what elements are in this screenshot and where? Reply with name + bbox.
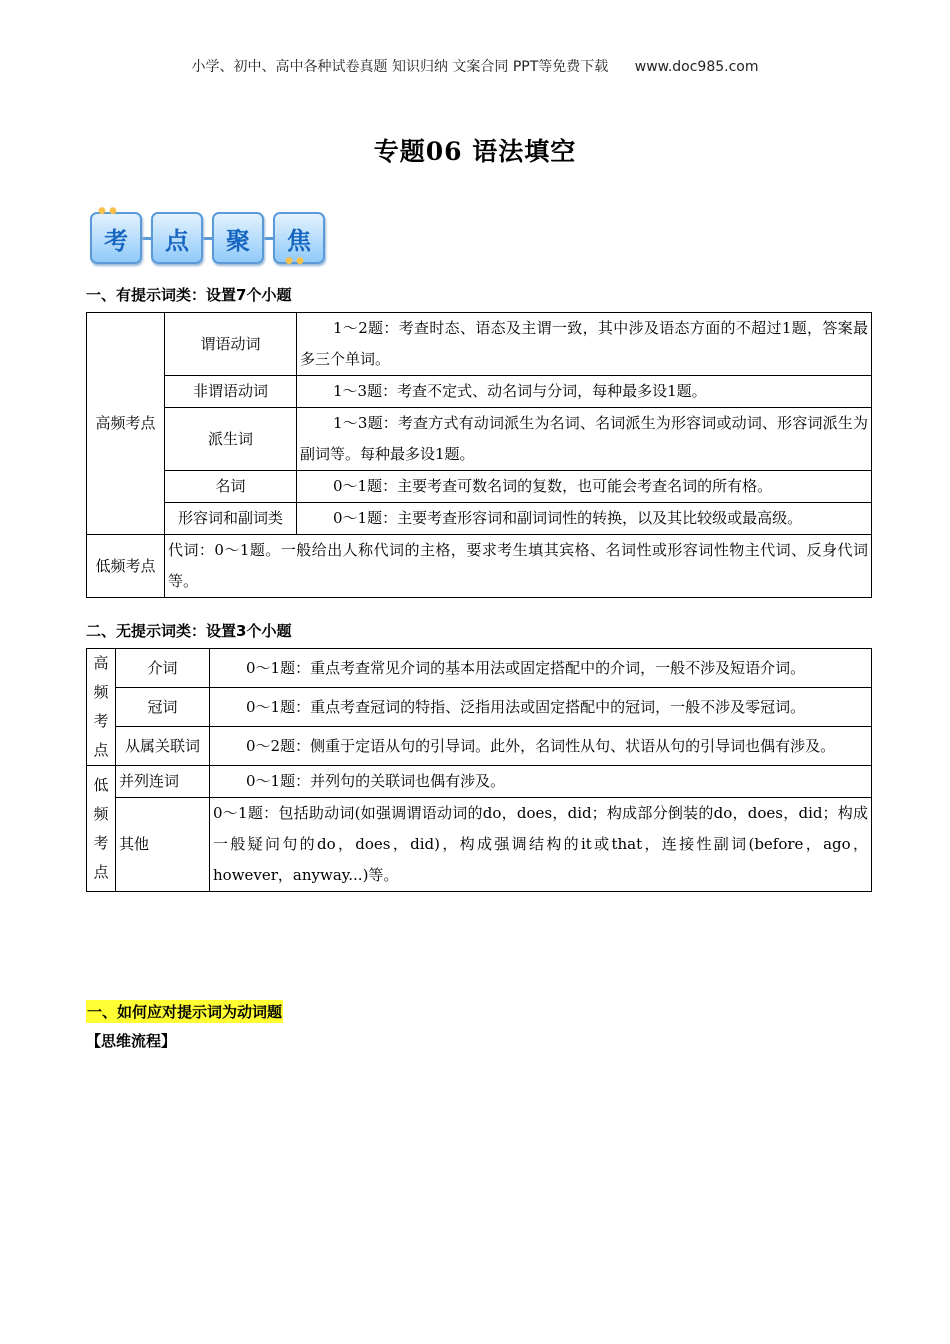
row-name: 形容词和副词类 [165,503,297,535]
row-name: 谓语动词 [165,313,297,376]
low-freq-label-vertical: 低 频 考 点 [87,766,116,892]
table-row [87,313,872,376]
row-desc: 0～1题：主要考查可数名词的复数，也可能会考查名词的所有格。 [297,471,872,503]
row-desc: 0～1题：主要考查形容词和副词词性的转换，以及其比较级或最高级。 [297,503,872,535]
page-title: 专题06 语法填空 [373,137,577,166]
row-desc: 0～1题：并列句的关联词也偶有涉及。 [210,766,872,798]
row-name: 派生词 [165,408,297,471]
page-header [0,56,950,76]
low-freq-desc: 代词：0～1题。一般给出人称代词的主格，要求考生填其宾格、名词性或形容词性物主代词、反身代词等。 [165,535,872,598]
table-row [87,798,872,892]
low-freq-label: 低频考点 [87,535,165,598]
row-desc: 0～1题：包括助动词(如强调谓语动词的do，does，did；构成部分倒装的do，does，did；构成一般疑问句的do，does，did)，构成强调结构的it或that，连接性副词(before，ago，however，anyway...)等。 [210,798,872,892]
section2-table [86,648,872,892]
row-desc: 1～3题：考查方式有动词派生为名词、名词派生为形容词或动词、形容词派生为副词等。每种最多设1题。 [297,408,872,471]
header-url[interactable]: www.doc985.com [634,59,759,75]
highlighted-heading: 一、如何应对提示词为动词题 [86,1000,283,1023]
row-desc: 0～1题：重点考查常见介词的基本用法或固定搭配中的介词，一般不涉及短语介词。 [210,649,872,688]
badge-kao: ● ● 考 [90,212,142,264]
table-row [87,471,872,503]
sparkle-icon: ● ● [98,206,117,216]
section1-table [86,312,872,598]
row-name: 从属关联词 [116,727,210,766]
row-name: 冠词 [116,688,210,727]
badge-connector [264,237,273,240]
badge-ju: 聚 [212,212,264,264]
row-desc: 1～2题：考查时态、语态及主谓一致，其中涉及语态方面的不超过1题，答案最多三个单词。 [297,313,872,376]
sparkle-icon: ● ● [285,256,304,266]
table-row [87,649,872,688]
table-row [87,376,872,408]
high-freq-label-vertical: 高 频 考 点 [87,649,116,766]
section1-heading: 一、有提示词类：设置7个小题 [86,286,292,304]
row-desc: 0～1题：重点考查冠词的特指、泛指用法或固定搭配中的冠词，一般不涉及零冠词。 [210,688,872,727]
row-desc: 0～2题：侧重于定语从句的引导词。此外，名词性从句、状语从句的引导词也偶有涉及。 [210,727,872,766]
row-name: 并列连词 [116,766,210,798]
row-name: 名词 [165,471,297,503]
badge-jiao: ● ● 焦 [273,212,325,264]
badge-connector [142,237,151,240]
badge-connector [203,237,212,240]
thinking-flow-label: 【思维流程】 [86,1032,177,1050]
table-row [87,688,872,727]
header-text: 小学、初中、高中各种试卷真题 知识归纳 文案合同 PPT等免费下载 [191,59,609,75]
row-name: 非谓语动词 [165,376,297,408]
topic-badges [90,206,325,266]
table-row [87,766,872,798]
table-row [87,535,872,598]
table-row [87,727,872,766]
table-row [87,408,872,471]
row-name: 其他 [116,798,210,892]
section2-heading: 二、无提示词类：设置3个小题 [86,622,292,640]
high-freq-label: 高频考点 [87,313,165,535]
row-name: 介词 [116,649,210,688]
badge-dian: 点 [151,212,203,264]
row-desc: 1～3题：考查不定式、动名词与分词，每种最多设1题。 [297,376,872,408]
table-row [87,503,872,535]
